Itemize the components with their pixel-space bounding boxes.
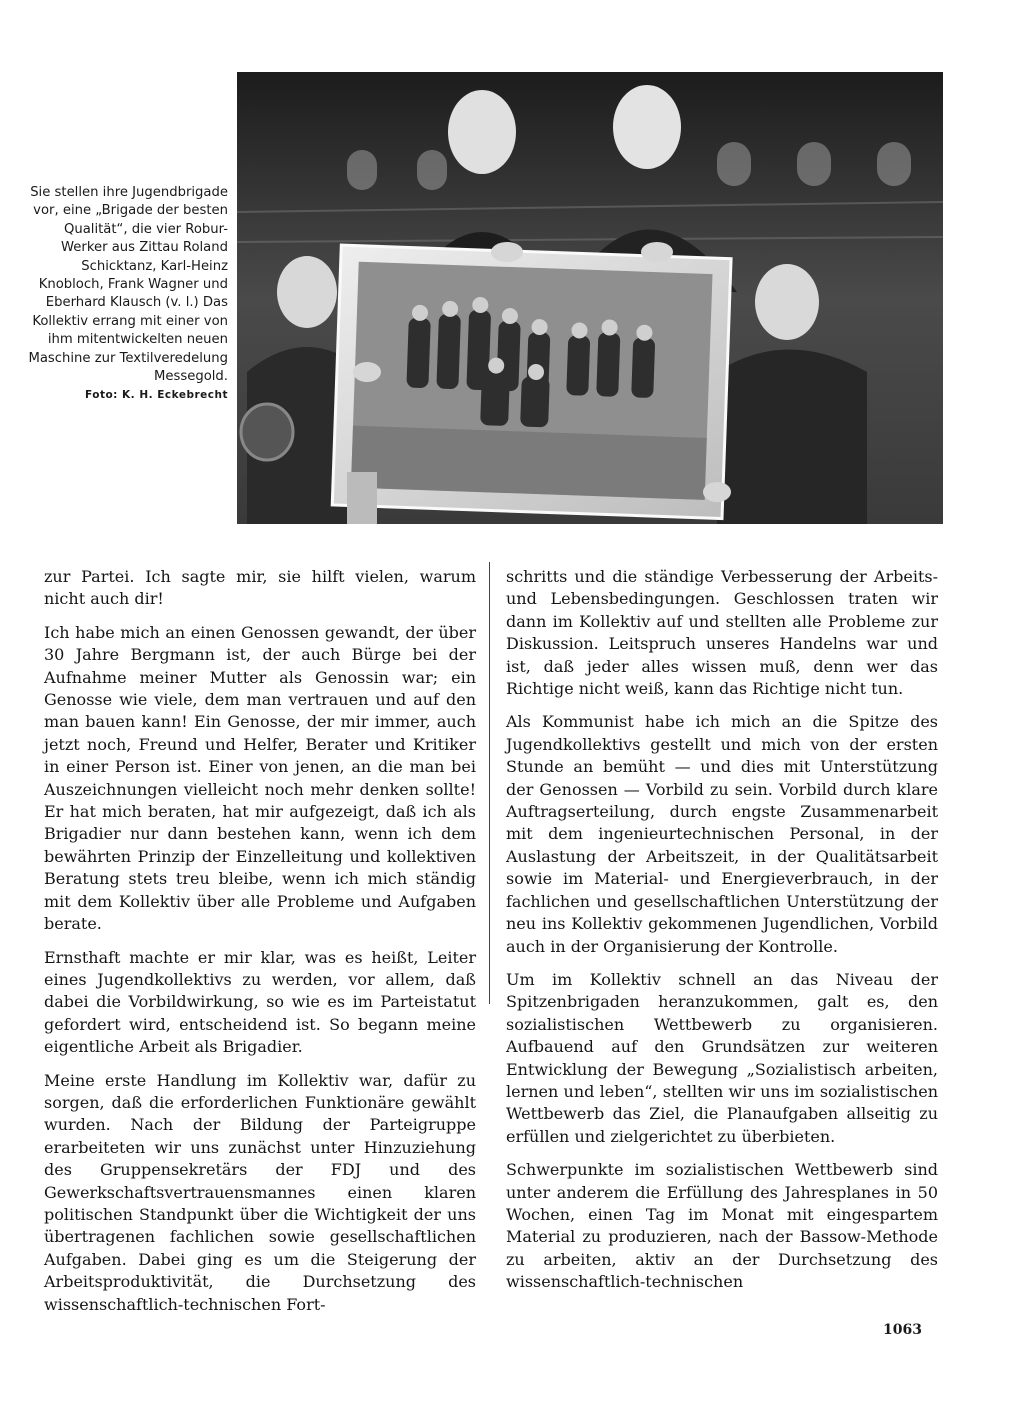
paragraph: Ernsthaft machte er mir klar, was es heißt, Leiter eines Jugendkollektivs zu werden, vor allem, daß dabei die Vorbildwirkung, so wie es im Parteistatut gefordert wird, entscheidend ist. So begann meine eigentliche Arbeit als Brigadier. <box>44 947 476 1057</box>
paragraph: Um im Kollektiv schnell an das Niveau der Spitzenbrigaden heranzukommen, galt es, den sozialistischen Wettbewerb zu organisieren. Aufbauend auf den Grundsätzen zur weiteren Entwicklung der Bewegung „Sozialistisch arbeiten, lernen und leben“, stellten wir uns im sozialistischen Wettbewerb das Ziel, die Planaufgaben allseitig zu erfüllen und zielgerichtet zu überbieten. <box>506 969 938 1146</box>
paragraph: Als Kommunist habe ich mich an die Spitze des Jugendkollektivs gestellt und mich von der ersten Stunde an bemüht — und dies mit Unterstützung der Genossen — Vorbild zu sein. Vorbild durch klare Auftragserteilung, durch engste Zusammenarbeit mit dem ingenieurtechnischen Personal, in der Auslastung der Arbeitszeit, in der Qualitätsarbeit sowie im Material- und Energieverbrauch, in der fachlichen und gesellschaftlichen Unterstützung der neu ins Kollektiv gekommenen Jugendlichen, Vorbild auch in der Organisierung der Kontrolle. <box>506 712 938 956</box>
caption-text: Sie stellen ihre Jugendbrigade vor, eine „Brigade der besten Qualität“, die vier Robur-Werker aus Zittau Roland Schicktanz, Karl-Heinz Knobloch, Frank Wagner und Eberhard Klausch (v. l.) Das Kollektiv errang mit einer von ihm mitentwickelten neuen Maschine zur Textilveredelung Messegold. <box>28 185 228 385</box>
photo-credit: Foto: K. H. Eckebrecht <box>84 389 228 402</box>
left-column <box>44 566 476 1327</box>
right-column <box>506 566 938 1305</box>
brigade-photo <box>237 72 943 524</box>
figure-caption <box>28 184 228 402</box>
paragraph: zur Partei. Ich sagte mir, sie hilft vielen, warum nicht auch dir! <box>44 567 476 609</box>
paragraph: Schwerpunkte im sozialistischen Wettbewerb sind unter anderem die Erfüllung des Jahresplanes in 50 Wochen, einen Tag im Monat mit eingespartem Material zu produzieren, nach der Bassow-Methode zu arbeiten, aktiv an der Durchsetzung des wissenschaftlich-technischen <box>506 1160 938 1292</box>
column-divider <box>489 562 490 1004</box>
paragraph: schritts und die ständige Verbesserung der Arbeits- und Lebensbedingungen. Geschlossen traten wir dann im Kollektiv auf und stellten alle Probleme zur Diskussion. Leitspruch unseres Handelns war und ist, daß jeder alles wissen muß, denn wer das Richtige nicht weiß, kann das Richtige nicht tun. <box>506 567 938 699</box>
page-number: 1063 <box>883 1322 922 1338</box>
photo-illustration <box>237 72 943 524</box>
paragraph: Meine erste Handlung im Kollektiv war, dafür zu sorgen, daß die erforderlichen Funktionäre gewählt wurden. Nach der Bildung der Parteigruppe erarbeiteten wir uns zunächst unter Hinzuziehung des Gruppensekretärs der FDJ und des Gewerkschaftsvertrauensmannes einen klaren politischen Standpunkt über die Wichtigkeit der uns übertragenen fachlichen sowie gesellschaftlichen Aufgaben. Dabei ging es um die Steigerung der Arbeitsproduktivität, die Durchsetzung des wissenschaftlich-technischen Fort- <box>44 1070 476 1314</box>
paragraph: Ich habe mich an einen Genossen gewandt, der über 30 Jahre Bergmann ist, der auch Bürge bei der Aufnahme meiner Mutter als Genossin war; ein Genosse wie viele, dem man vertrauen und auf den man bauen kann! Ein Genosse, der mir immer, auch jetzt noch, Freund und Helfer, Berater und Kritiker in einer Person ist. Einer von jenen, an die man bei Auszeichnungen vielleicht noch mehr denken sollte! Er hat mich beraten, hat mir aufgezeigt, daß ich als Brigadier nur dann bestehen kann, wenn ich dem bewährten Prinzip der Einzelleitung und kollektiven Beratung stets treu bleibe, wenn ich mich ständig mit dem Kollektiv über alle Probleme und Aufgaben berate. <box>44 622 476 934</box>
